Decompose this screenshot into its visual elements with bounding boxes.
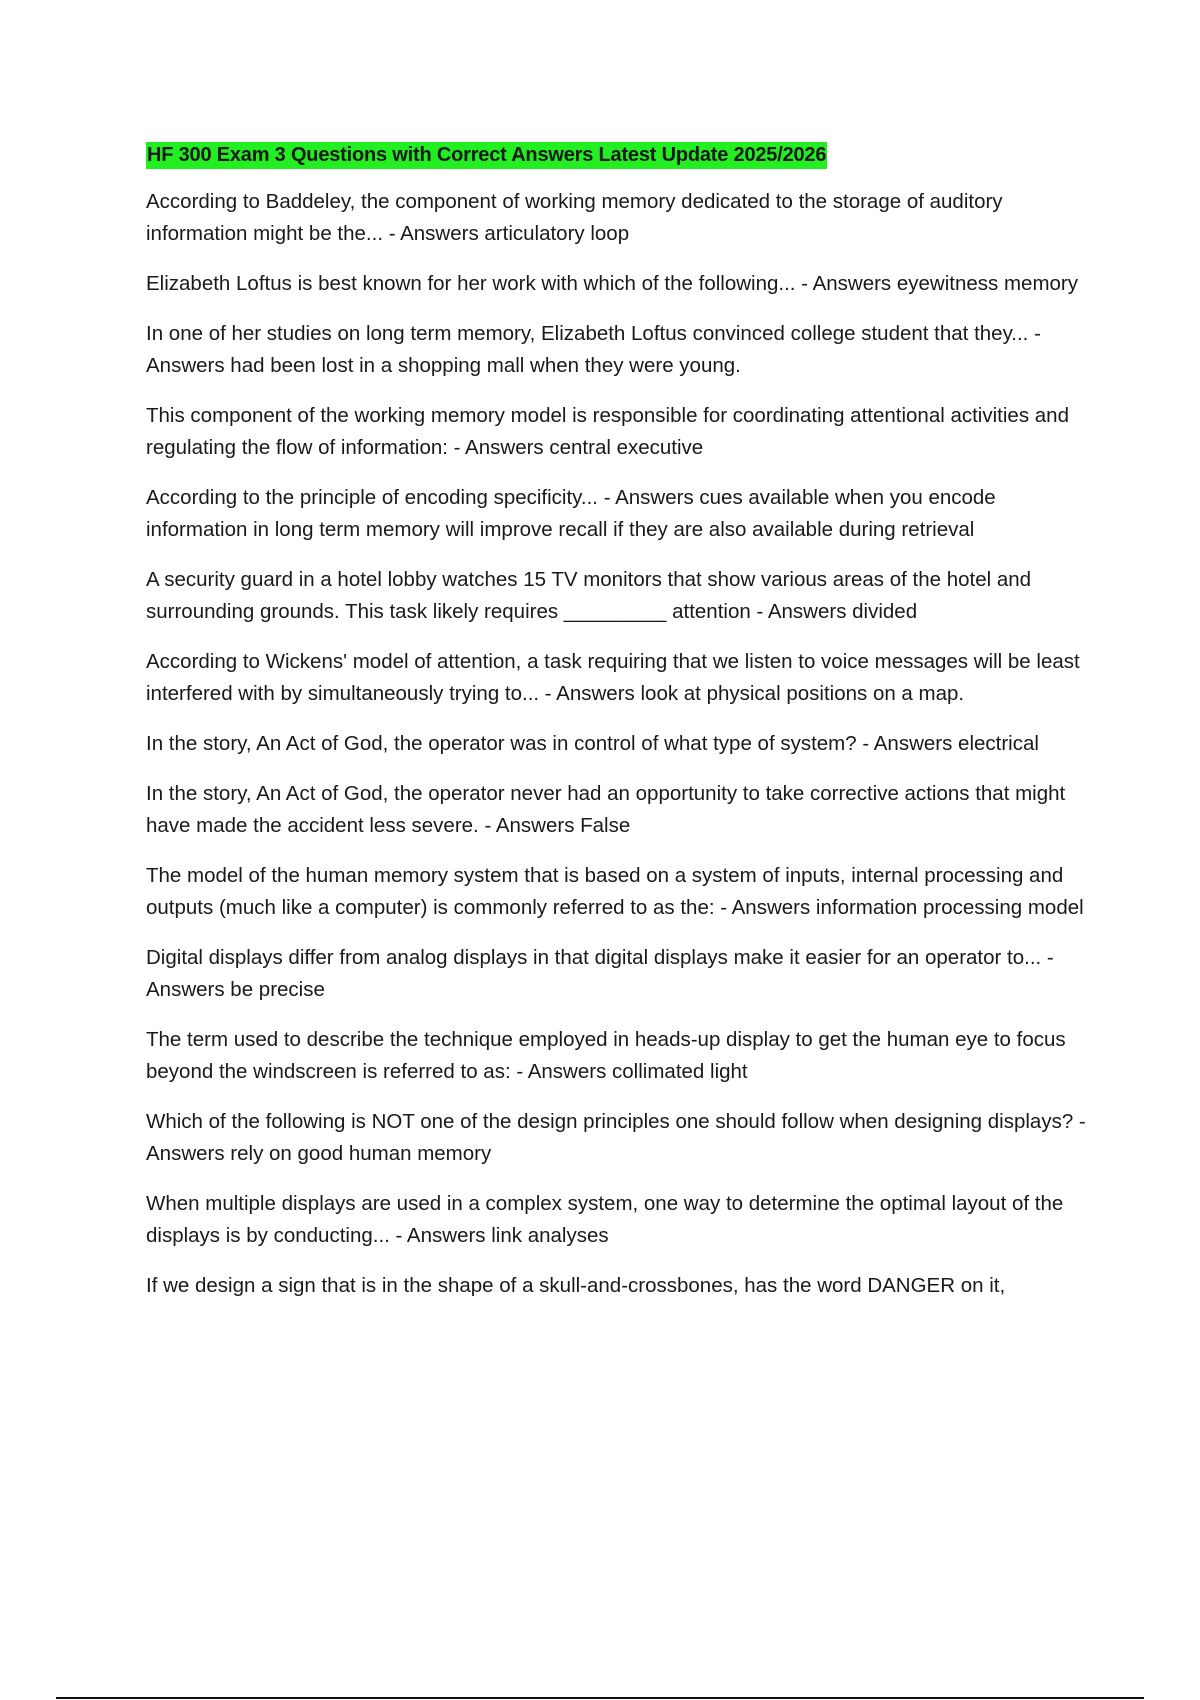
qa-item-partial: If we design a sign that is in the shape of a skull-and-crossbones, has the word DANGER on it, xyxy=(146,1274,1006,1297)
qa-item: When multiple displays are used in a complex system, one way to determine the optimal layout of the displays is by conducting... - Answers link analyses xyxy=(146,1192,1064,1247)
document-body xyxy=(146,142,1091,1320)
footer-divider xyxy=(56,1697,1144,1699)
qa-item: According to Baddeley, the component of working memory dedicated to the storage of auditory information might be the... - Answers articulatory loop xyxy=(146,190,1003,245)
document-title: HF 300 Exam 3 Questions with Correct Answers Latest Update 2025/2026 xyxy=(146,142,827,169)
qa-item: Which of the following is NOT one of the design principles one should follow when designing displays? - Answers rely on good human memory xyxy=(146,1110,1086,1165)
qa-item: Digital displays differ from analog displays in that digital displays make it easier for an operator to... - Answers be precise xyxy=(146,946,1054,1001)
qa-item: According to Wickens' model of attention, a task requiring that we listen to voice messages will be least interfered with by simultaneously trying to... - Answers look at physical positions on a map. xyxy=(146,650,1080,705)
qa-item: The model of the human memory system that is based on a system of inputs, internal processing and outputs (much like a computer) is commonly referred to as the: - Answers information processing model xyxy=(146,864,1084,919)
qa-item: A security guard in a hotel lobby watches 15 TV monitors that show various areas of the hotel and surrounding grounds. This task likely requires _________ attention - Answers divided xyxy=(146,568,1032,623)
qa-item: In the story, An Act of God, the operator was in control of what type of system? - Answers electrical xyxy=(146,732,1039,755)
qa-item: In one of her studies on long term memory, Elizabeth Loftus convinced college student that they... - Answers had been lost in a shopping mall when they were young. xyxy=(146,322,1041,377)
qa-item: In the story, An Act of God, the operator never had an opportunity to take corrective actions that might have made the accident less severe. - Answers False xyxy=(146,782,1066,837)
qa-item: The term used to describe the technique employed in heads-up display to get the human eye to focus beyond the windscreen is referred to as: - Answers collimated light xyxy=(146,1028,1066,1083)
qa-item: According to the principle of encoding specificity... - Answers cues available when you encode information in long term memory will improve recall if they are also available during retrieval xyxy=(146,486,996,541)
qa-item: Elizabeth Loftus is best known for her work with which of the following... - Answers eyewitness memory xyxy=(146,272,1079,295)
qa-item: This component of the working memory model is responsible for coordinating attentional activities and regulating the flow of information: - Answers central executive xyxy=(146,404,1069,459)
